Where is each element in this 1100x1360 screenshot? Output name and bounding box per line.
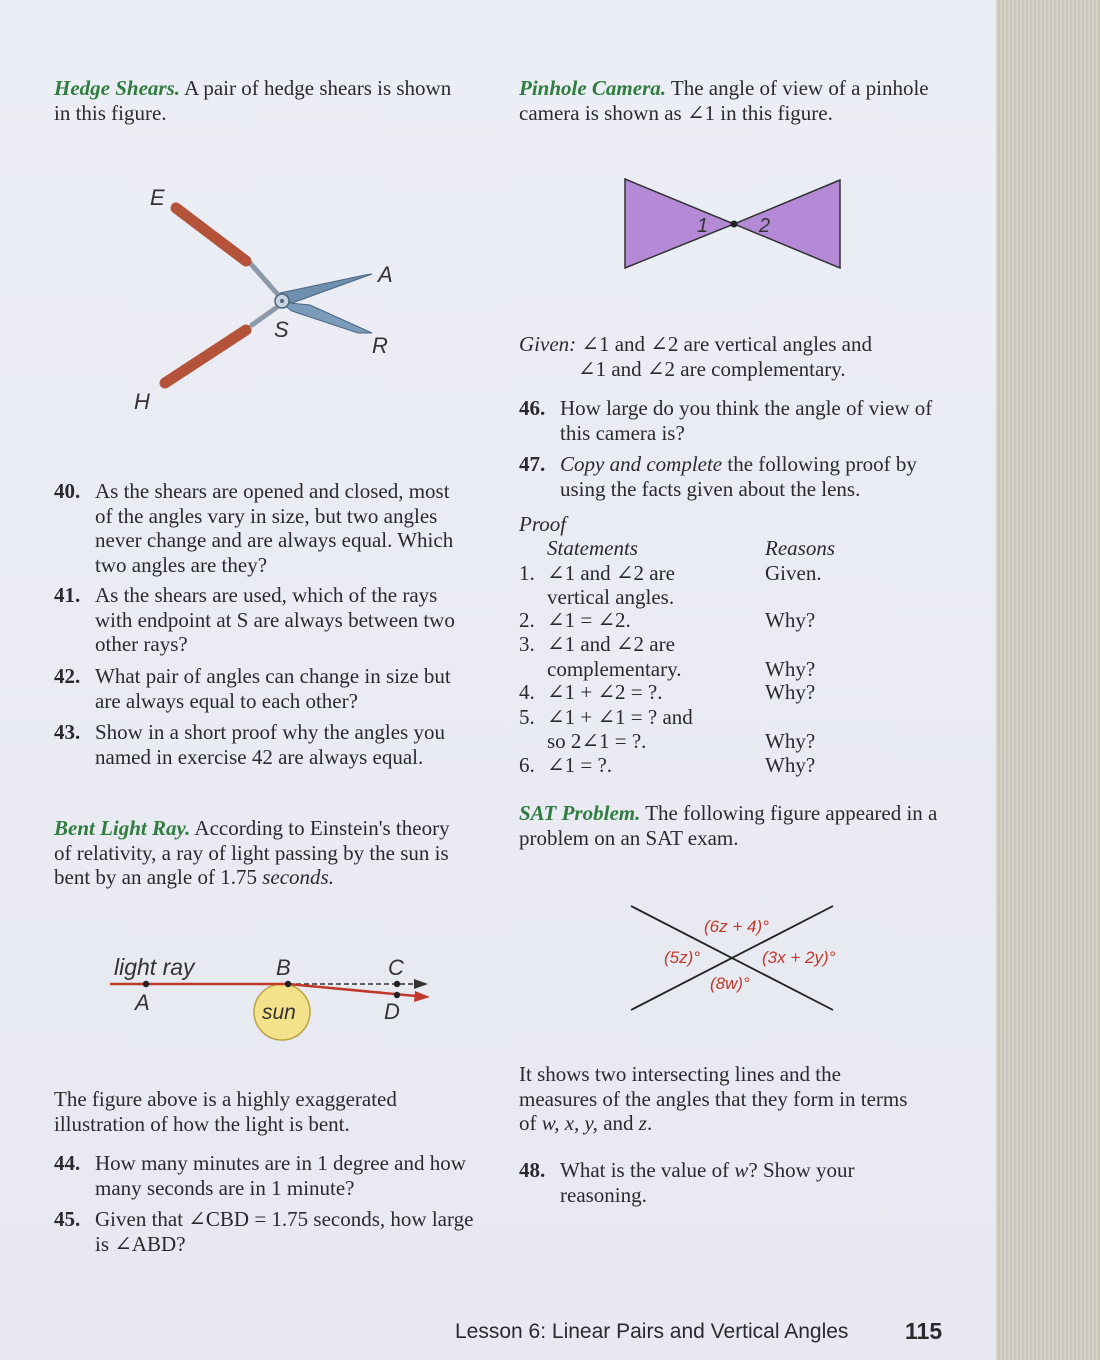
exercise-40: 40. As the shears are opened and closed, most of the angles vary in size, but two angles never change and are always equal. Which two angles are they?	[54, 479, 454, 577]
shears-lower-handle	[165, 330, 246, 383]
label-C: C	[388, 955, 404, 980]
sat-intersecting-lines-figure	[628, 900, 838, 1015]
bent-light-figure	[110, 950, 450, 1045]
label-B: B	[276, 955, 291, 980]
bent-light-caption: The figure above is a highly exaggerated illustration of how the light is bent.	[54, 1087, 397, 1136]
reasons-header: Reasons	[765, 536, 835, 560]
proof-row-1-statement: ∠1 and ∠2 are	[547, 561, 675, 585]
proof-row-3-statement-cont: complementary.	[547, 657, 682, 681]
pinhole-camera-intro: Pinhole Camera. The angle of view of a pinhole camera is shown as ∠1 in this figure.	[519, 76, 929, 125]
exercise-42: 42. What pair of angles can change in size but are always equal to each other?	[54, 664, 451, 713]
label-angle-right: (3x + 2y)°	[762, 948, 836, 967]
hedge-shears-text: A pair of hedge shears is shown in this figure.	[54, 76, 452, 125]
proof-row-1-num: 1.	[519, 561, 535, 585]
hedge-shears-heading: Hedge Shears.	[54, 76, 180, 100]
label-angle-top: (6z + 4)°	[704, 917, 769, 936]
statements-header: Statements	[547, 536, 638, 560]
point-B	[285, 981, 291, 987]
pinhole-camera-heading: Pinhole Camera.	[519, 76, 667, 100]
dashed-arrowhead	[414, 979, 428, 989]
angle-1-region	[625, 179, 734, 268]
label-sun: sun	[262, 1001, 296, 1024]
label-H: H	[134, 389, 150, 414]
label-angle-bottom: (8w)°	[710, 974, 750, 993]
proof-row-5-statement: ∠1 + ∠1 = ? and	[547, 705, 693, 729]
proof-row-5-reason: Why?	[765, 729, 816, 753]
sat-problem-intro: SAT Problem. The following figure appeared in a problem on an SAT exam.	[519, 801, 938, 850]
bent-arrowhead	[414, 991, 430, 1002]
proof-row-4-reason: Why?	[765, 680, 816, 704]
label-angle-left: (5z)°	[664, 948, 701, 967]
proof-row-6-num: 6.	[519, 753, 535, 777]
proof-row-3-reason: Why?	[765, 657, 816, 681]
shears-blade-lower	[280, 302, 372, 333]
point-A	[143, 981, 149, 987]
proof-row-2-statement: ∠1 = ∠2.	[547, 608, 631, 632]
exercise-47: 47. Copy and complete the following proof by using the facts given about the lens.	[519, 452, 917, 501]
proof-row-4-statement: ∠1 + ∠2 = ?.	[547, 680, 663, 704]
proof-heading: Proof	[519, 512, 567, 536]
proof-row-5-num: 5.	[519, 705, 535, 729]
label-R: R	[372, 333, 388, 358]
bent-light-heading: Bent Light Ray.	[54, 816, 191, 840]
pinhole-given: Given: ∠1 and ∠2 are vertical angles and ∠1 and ∠2 are complementary.	[519, 332, 872, 381]
proof-row-3-num: 3.	[519, 632, 535, 656]
label-A: A	[135, 990, 150, 1015]
angle-2-region	[734, 180, 840, 268]
hedge-shears-intro	[54, 76, 454, 125]
proof-row-3-statement: ∠1 and ∠2 are	[547, 632, 675, 656]
label-S: S	[274, 317, 289, 342]
pinhole-vertex	[731, 221, 738, 228]
point-C	[394, 981, 400, 987]
footer-lesson-title: Lesson 6: Linear Pairs and Vertical Angles	[455, 1320, 849, 1343]
proof-row-5-statement-cont: so 2∠1 = ?.	[547, 729, 647, 753]
label-angle-2: 2	[759, 215, 771, 237]
bent-light-intro: Bent Light Ray. According to Einstein's theory of relativity, a ray of light passing by the sun is bent by an angle of 1.75 seconds.	[54, 816, 450, 889]
exercise-43: 43. Show in a short proof why the angles you named in exercise 42 are always equal.	[54, 720, 445, 769]
proof-row-1-reason: Given.	[765, 561, 822, 585]
proof-row-6-statement: ∠1 = ?.	[547, 753, 613, 777]
exercise-48: 48. What is the value of w? Show your reasoning.	[519, 1158, 855, 1207]
pinhole-camera-figure	[622, 176, 844, 272]
label-angle-1: 1	[697, 215, 709, 237]
shears-blade-upper	[280, 274, 372, 303]
sat-description: It shows two intersecting lines and the measures of the angles that they form in terms of w, x, y, and z.	[519, 1062, 908, 1135]
page-number: 115	[905, 1318, 943, 1344]
sat-problem-heading: SAT Problem.	[519, 801, 641, 825]
proof-row-4-num: 4.	[519, 680, 535, 704]
shears-upper-shaft	[250, 263, 280, 297]
proof-row-6-reason: Why?	[765, 753, 816, 777]
hedge-shears-figure	[110, 175, 430, 425]
proof-row-2-reason: Why?	[765, 608, 816, 632]
label-E: E	[150, 185, 165, 210]
exercise-44: 44. How many minutes are in 1 degree and how many seconds are in 1 minute?	[54, 1151, 466, 1200]
shears-upper-handle	[176, 208, 246, 261]
exercise-46: 46. How large do you think the angle of view of this camera is?	[519, 396, 933, 445]
exercise-41: 41. As the shears are used, which of the rays with endpoint at S are always between two other rays?	[54, 583, 455, 656]
point-D	[394, 992, 400, 998]
label-D: D	[384, 999, 400, 1024]
label-A: A	[378, 262, 393, 287]
exercise-45: 45. Given that ∠CBD = 1.75 seconds, how large is ∠ABD?	[54, 1207, 474, 1256]
proof-row-1-statement-cont: vertical angles.	[547, 585, 675, 609]
page-edge-binding	[996, 0, 1100, 1360]
label-light-ray: light ray	[114, 954, 195, 980]
proof-row-2-num: 2.	[519, 608, 535, 632]
